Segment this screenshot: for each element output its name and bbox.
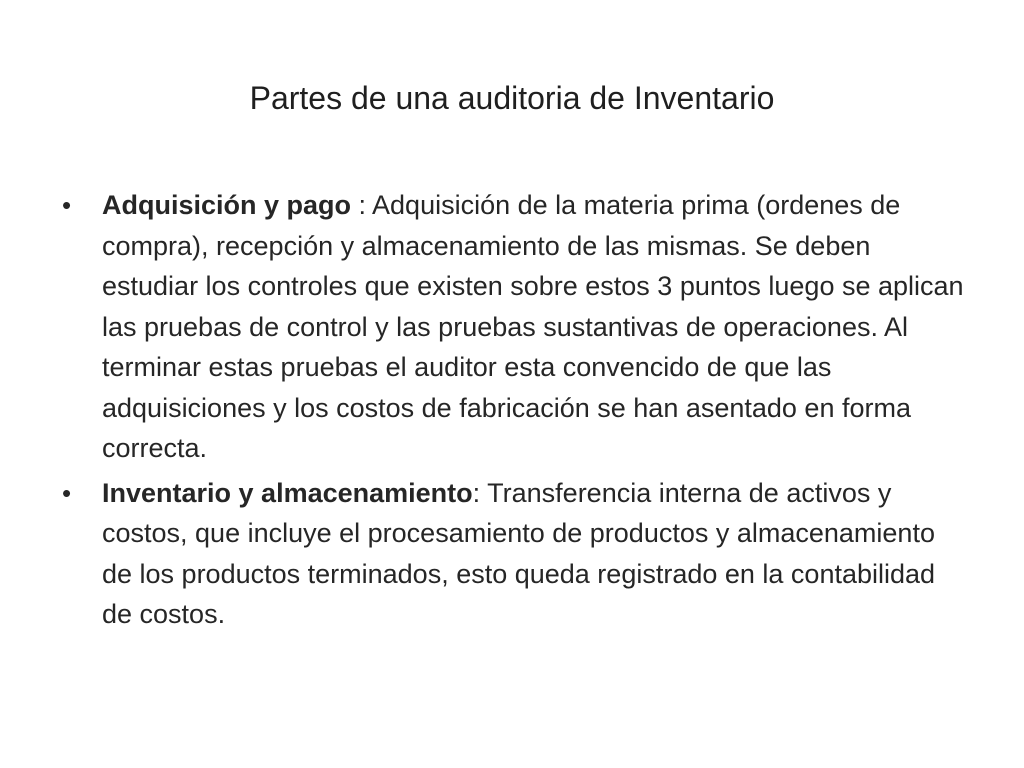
bullet-icon: • xyxy=(62,477,72,508)
bullet-separator: : xyxy=(351,190,373,220)
bullet-separator: : xyxy=(472,477,488,508)
bullet-item-inventario xyxy=(62,473,972,635)
bullet-item-adquisicion xyxy=(62,185,972,469)
slide-title: Partes de una auditoria de Inventario xyxy=(249,80,775,116)
bullet-term: Adquisición y pago xyxy=(102,190,352,220)
bullet-text: Adquisición de la materia prima (ordenes de compra), recepción y almacenamiento de las mismas. Se deben estudiar los controles que existen sobre estos 3 puntos luego se aplican las pruebas de control y las pruebas sustantivas de operaciones. Al terminar estas pruebas el auditor esta convencido de que las adquisiciones y los costos de fabricación se han asentado en forma correcta. xyxy=(102,190,964,463)
bullet-text: Transferencia interna de activos y costos, que incluye el procesamiento de productos y almacenamiento de los productos terminados, esto queda registrado en la contabilidad de costos. xyxy=(102,477,936,629)
bullet-icon: • xyxy=(62,190,72,220)
bullet-term: Inventario y almacenamiento xyxy=(102,477,473,508)
bullet-list xyxy=(62,185,972,639)
